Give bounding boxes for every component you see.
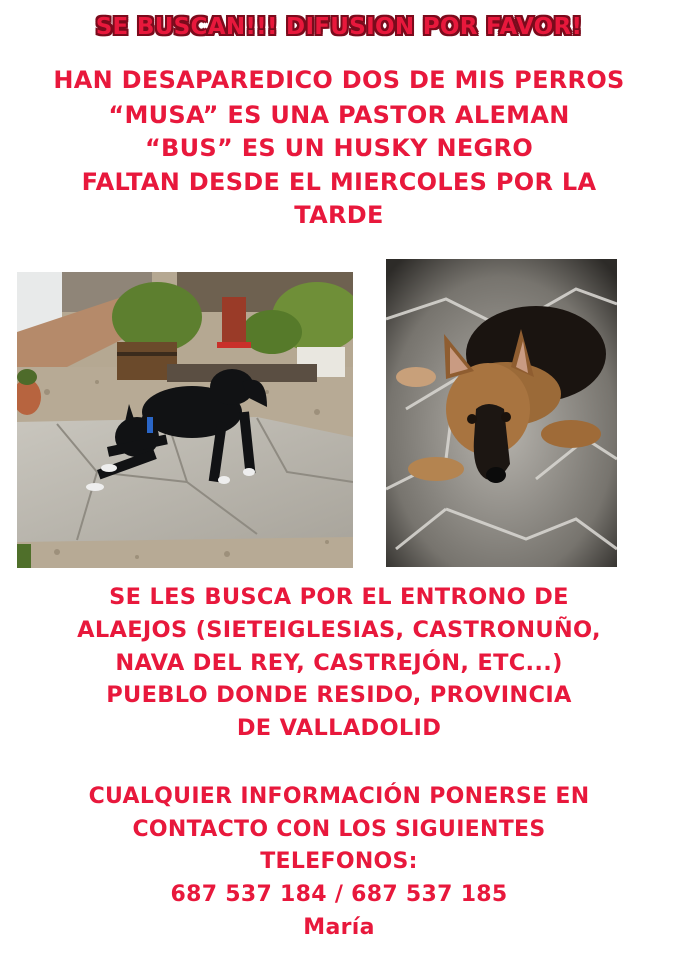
contact-line-3: TELEFONOS: bbox=[260, 849, 418, 874]
headline: SE BUSCAN!!! DIFUSION POR FAVOR! bbox=[95, 14, 583, 40]
photo-german-shepherd bbox=[386, 259, 617, 567]
area-line-2: ALAEJOS (SIETEIGLESIAS, CASTRONUÑO, bbox=[77, 617, 601, 643]
phone-numbers: 687 537 184 / 687 537 185 bbox=[170, 882, 508, 907]
intro-line-2: “MUSA” ES UNA PASTOR ALEMAN bbox=[108, 101, 570, 129]
contact-line-1: CUALQUIER INFORMACIÓN PONERSE EN bbox=[88, 784, 590, 809]
photo-black-husky bbox=[17, 272, 353, 568]
area-line-5: DE VALLADOLID bbox=[236, 715, 442, 741]
area-line-3: NAVA DEL REY, CASTREJÓN, ETC...) bbox=[115, 650, 563, 676]
intro-line-3: “BUS” ES UN HUSKY NEGRO bbox=[144, 134, 534, 162]
area-line-1: SE LES BUSCA POR EL ENTRONO DE bbox=[109, 584, 569, 610]
intro-line-5: TARDE bbox=[294, 201, 384, 229]
area-line-4: PUEBLO DONDE RESIDO, PROVINCIA bbox=[106, 682, 572, 708]
intro-line-1: HAN DESAPAREDICO DOS DE MIS PERROS bbox=[53, 66, 625, 94]
contact-line-2: CONTACTO CON LOS SIGUIENTES bbox=[132, 817, 546, 842]
intro-line-4: FALTAN DESDE EL MIERCOLES POR LA bbox=[81, 168, 597, 196]
signature: María bbox=[303, 915, 375, 940]
